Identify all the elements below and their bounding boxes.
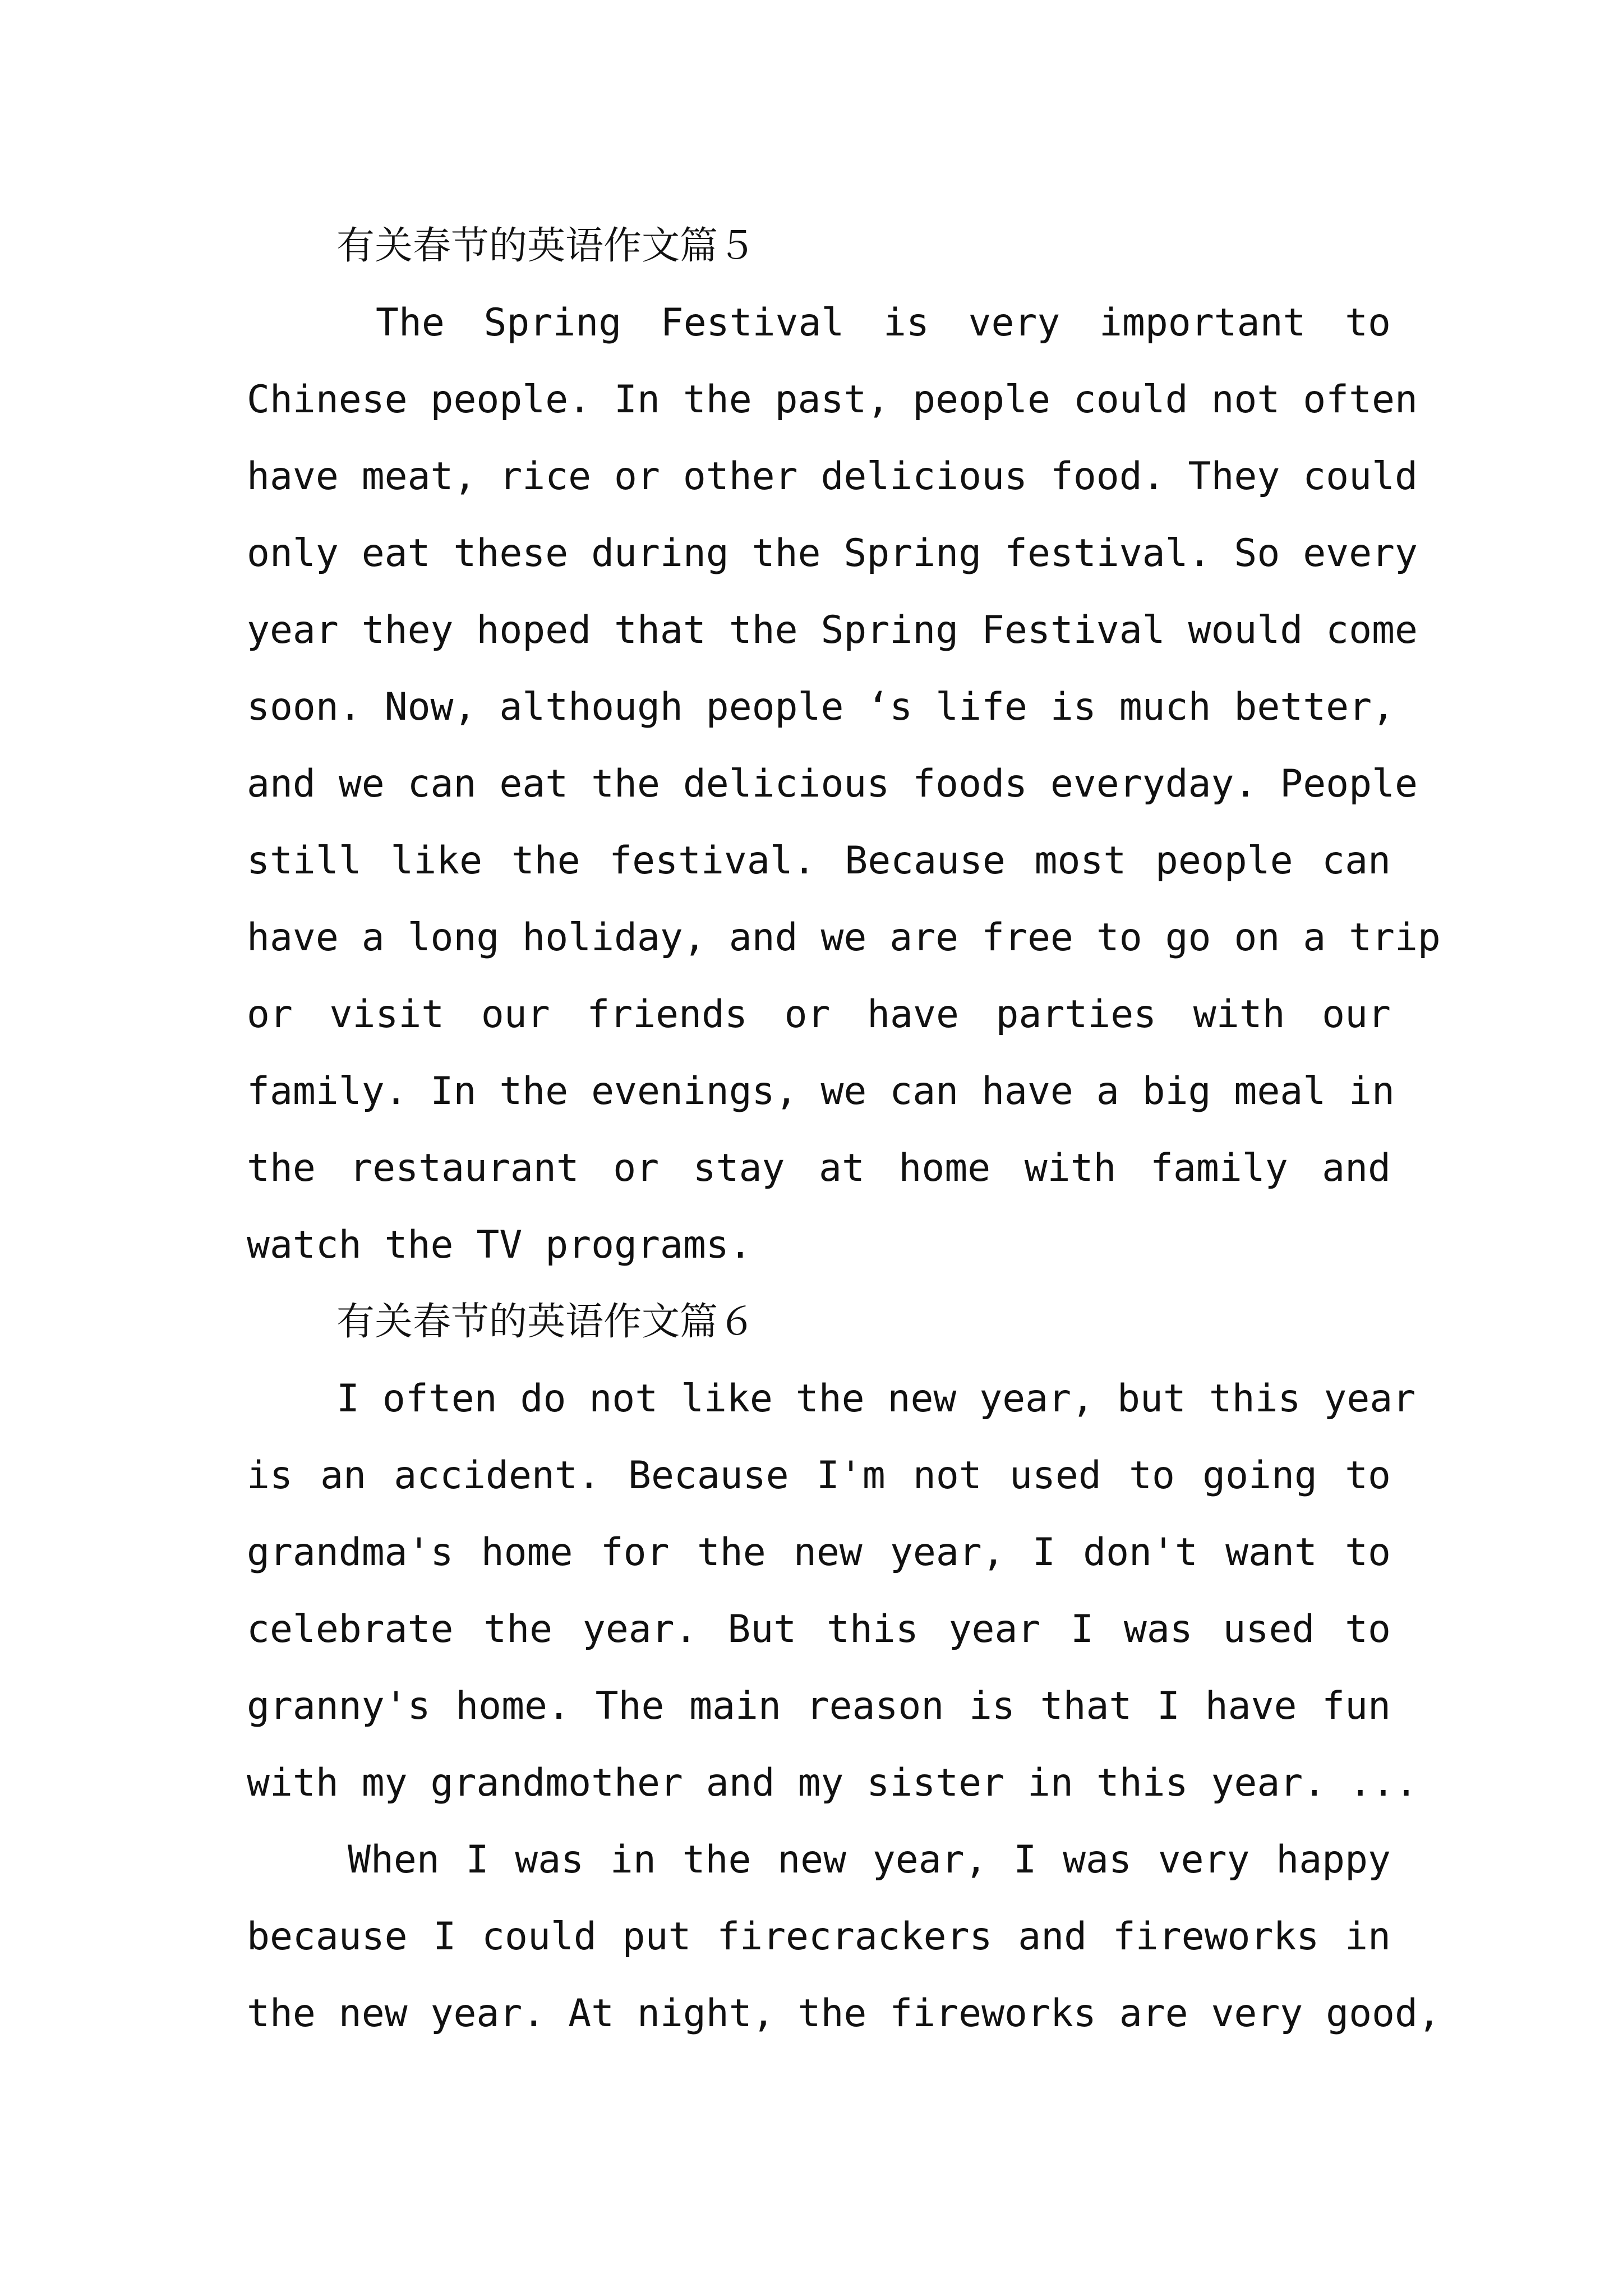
text-line: I often do not like the new year, but this year xyxy=(336,1377,1416,1421)
text-line: watch the TV programs. xyxy=(247,1223,752,1267)
paragraph xyxy=(247,1821,1441,2052)
text-line: the new year. At night, the fireworks are very good, xyxy=(247,1991,1441,2036)
text-line: with my grandmother and my sister in this year. ... xyxy=(247,1761,1418,1805)
paragraph xyxy=(247,284,1441,1283)
text-line: celebrate the year. But this year I was used to xyxy=(247,1607,1391,1651)
text-line: year they hoped that the Spring Festival would come xyxy=(247,608,1418,652)
text-line: The Spring Festival is very important to xyxy=(376,301,1391,345)
text-line: have a long holiday, and we are free to go on a trip xyxy=(247,915,1441,960)
section-heading: 有关春节的英语作文篇５ xyxy=(336,224,757,268)
paragraph xyxy=(247,1360,1418,1821)
text-line: still like the festival. Because most people can xyxy=(247,839,1391,883)
section-heading: 有关春节的英语作文篇６ xyxy=(336,1300,757,1344)
text-line: have meat, rice or other delicious food. They could xyxy=(247,454,1418,499)
essay-section-6 xyxy=(247,1283,1441,2052)
text-line: is an accident. Because I'm not used to going to xyxy=(247,1453,1391,1498)
text-line: only eat these during the Spring festival. So every xyxy=(247,531,1418,576)
text-line: Chinese people. In the past, people could not often xyxy=(247,378,1418,422)
text-line: and we can eat the delicious foods everyday. People xyxy=(247,762,1418,806)
text-line: granny's home. The main reason is that I have fun xyxy=(247,1684,1391,1728)
text-line: soon. Now, although people ‘s life is much better, xyxy=(247,685,1395,729)
essay-section-5 xyxy=(247,208,1441,1283)
text-line: or visit our friends or have parties with our xyxy=(247,992,1391,1037)
document-body xyxy=(247,208,1441,2052)
text-line: When I was in the new year, I was very happy xyxy=(348,1838,1391,1882)
text-line: the restaurant or stay at home with family and xyxy=(247,1146,1391,1190)
text-line: grandma's home for the new year, I don't want to xyxy=(247,1530,1391,1575)
text-line: because I could put firecrackers and fireworks in xyxy=(247,1915,1391,1959)
text-line: family. In the evenings, we can have a big meal in xyxy=(247,1069,1395,1114)
